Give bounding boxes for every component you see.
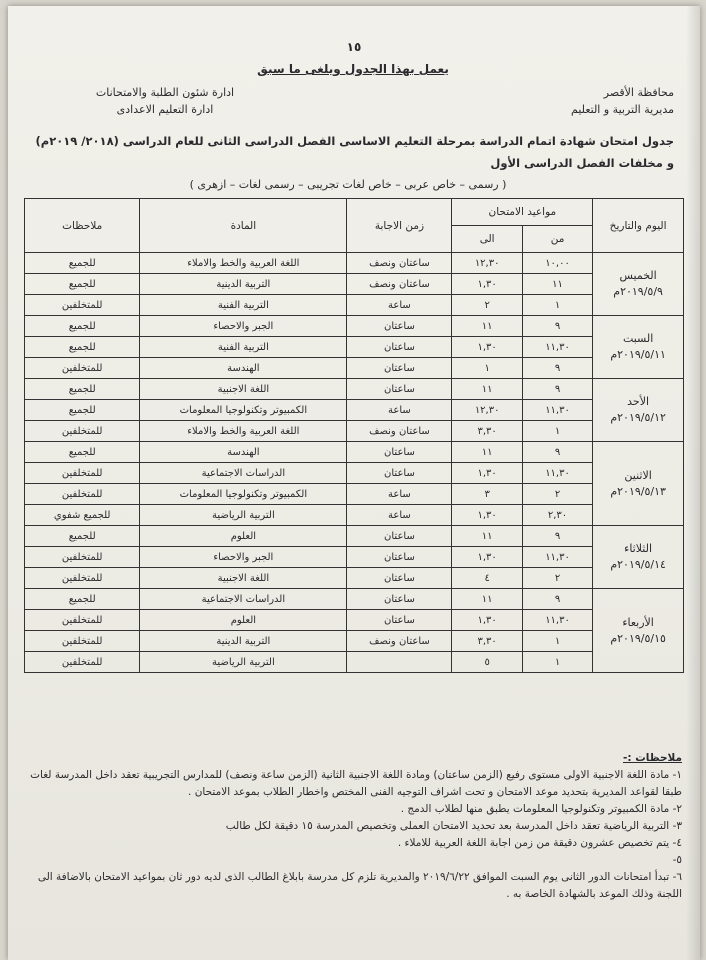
cell-remarks: للجميع شفوي (25, 505, 140, 526)
cell-from: ٩ (522, 442, 592, 463)
cell-subject: الجبر والاحصاء (140, 547, 347, 568)
schools-line: ( رسمى – خاص عربى – خاص لغات تجريبى – رسمى لغات – ازهرى ) (189, 178, 507, 191)
cell-remarks: للمتخلفين (25, 652, 140, 673)
cell-from: ١١,٣٠ (522, 463, 592, 484)
cell-remarks: للمتخلفين (25, 484, 140, 505)
day-date-cell (593, 379, 684, 442)
cell-time: ساعة (347, 400, 452, 421)
table-row (25, 589, 684, 610)
document-title (34, 130, 674, 174)
cell-to: ٣ (452, 484, 522, 505)
header-from: من (522, 226, 592, 253)
cell-time: ساعة (347, 505, 452, 526)
cell-from: ٩ (522, 316, 592, 337)
cell-subject: الدراسات الاجتماعية (140, 463, 347, 484)
day-date-cell (593, 253, 684, 316)
day-date-cell (593, 442, 684, 526)
cell-to: ١,٣٠ (452, 610, 522, 631)
day-date: ٢٠١٩/٥/١٣م (610, 484, 666, 498)
cell-remarks: للمتخلفين (25, 610, 140, 631)
cell-from: ١ (522, 631, 592, 652)
cell-to: ١١ (452, 442, 522, 463)
cell-to: ١,٣٠ (452, 547, 522, 568)
header-left-line: ادارة شئون الطلبة والامتحانات (95, 86, 235, 99)
cell-to: ٥ (452, 652, 522, 673)
cell-to: ١١ (452, 589, 522, 610)
day-name: الأحد (627, 395, 650, 408)
cell-subject: العلوم (140, 610, 347, 631)
cell-time: ساعة (347, 484, 452, 505)
cell-to: ١ (452, 358, 522, 379)
cell-to: ١١ (452, 526, 522, 547)
top-note: يعمل بهذا الجدول ويلغى ما سبق (257, 62, 449, 76)
table-row (25, 274, 684, 295)
exam-schedule-table (24, 198, 684, 673)
cell-subject: اللغة العربية والخط والاملاء (140, 421, 347, 442)
cell-remarks: للجميع (25, 337, 140, 358)
notes-section (26, 750, 682, 903)
table-row (25, 442, 684, 463)
page-shadow (686, 6, 700, 960)
cell-time: ساعتان ونصف (347, 421, 452, 442)
cell-to: ١٢,٣٠ (452, 253, 522, 274)
cell-time: ساعتان ونصف (347, 253, 452, 274)
cell-subject: التربية الرياضية (140, 652, 347, 673)
cell-subject: اللغة الاجنبية (140, 379, 347, 400)
cell-time: ساعتان (347, 463, 452, 484)
cell-remarks: للجميع (25, 400, 140, 421)
day-name: السبت (622, 332, 654, 345)
header-right-line: محافظة الأقصر (603, 86, 674, 99)
cell-time: ساعتان ونصف (347, 274, 452, 295)
document-page (8, 6, 700, 960)
day-name: الثلاثاء (624, 542, 653, 555)
cell-from: ١١,٣٠ (522, 400, 592, 421)
table-row (25, 526, 684, 547)
cell-from: ٩ (522, 526, 592, 547)
table-row (25, 421, 684, 442)
header-left-line: ادارة التعليم الاعدادى (116, 103, 214, 116)
cell-from: ١١,٣٠ (522, 610, 592, 631)
table-row (25, 484, 684, 505)
header-time: زمن الاجابة (347, 199, 452, 253)
header-to: الى (452, 226, 522, 253)
day-date: ٢٠١٩/٥/٩م (613, 285, 663, 298)
cell-time: ساعتان ونصف (347, 631, 452, 652)
day-date: ٢٠١٩/٥/١١م (610, 348, 666, 361)
table-row (25, 400, 684, 421)
day-name: الأربعاء (622, 615, 654, 629)
table-row (25, 379, 684, 400)
cell-to: ٣,٣٠ (452, 421, 522, 442)
cell-remarks: للمتخلفين (25, 295, 140, 316)
cell-time: ساعة (347, 295, 452, 316)
cell-time: ساعتان (347, 610, 452, 631)
cell-from: ١٠,٠٠ (522, 253, 592, 274)
cell-subject: الجبر والاحصاء (140, 316, 347, 337)
note-item: ٤- يتم تخصيص عشرون دقيقة من زمن اجابة اللغة العربية للاملاء . (397, 837, 682, 849)
cell-to: ٣,٣٠ (452, 631, 522, 652)
cell-remarks: للجميع (25, 589, 140, 610)
cell-to: ١٢,٣٠ (452, 400, 522, 421)
cell-remarks: للجميع (25, 526, 140, 547)
cell-subject: التربية الفنية (140, 337, 347, 358)
day-name: الخميس (619, 269, 657, 282)
table-row (25, 316, 684, 337)
header-timing: مواعيد الامتحان (452, 199, 593, 226)
cell-from: ١ (522, 421, 592, 442)
cell-remarks: للمتخلفين (25, 358, 140, 379)
table-row (25, 358, 684, 379)
day-date: ٢٠١٩/٥/١٤م (610, 558, 666, 571)
cell-to: ١,٣٠ (452, 463, 522, 484)
header-left (60, 84, 270, 118)
cell-remarks: للجميع (25, 274, 140, 295)
day-date-cell (593, 316, 684, 379)
cell-from: ١ (522, 295, 592, 316)
cell-remarks: للمتخلفين (25, 547, 140, 568)
table-row (25, 463, 684, 484)
cell-subject: الدراسات الاجتماعية (140, 589, 347, 610)
cell-subject: التربية الدينية (140, 631, 347, 652)
cell-to: ١,٣٠ (452, 274, 522, 295)
header-remarks: ملاحظات (25, 199, 140, 253)
cell-from: ١١,٣٠ (522, 337, 592, 358)
cell-time: ساعتان (347, 316, 452, 337)
title-line: جدول امتحان شهادة اتمام الدراسة بمرحلة التعليم الاساسى الفصل الدراسى الثانى للعام الدراسى (٢٠١٨/ ٢٠١٩م) (35, 134, 674, 148)
cell-subject: التربية الفنية (140, 295, 347, 316)
table-row (25, 253, 684, 274)
note-item: ٥- (672, 854, 682, 866)
cell-time: ساعتان (347, 442, 452, 463)
table-row (25, 652, 684, 673)
cell-to: ٤ (452, 568, 522, 589)
cell-from: ٢,٣٠ (522, 505, 592, 526)
table-row (25, 610, 684, 631)
cell-remarks: للجميع (25, 253, 140, 274)
cell-time: ساعتان (347, 379, 452, 400)
cell-subject: التربية الدينية (140, 274, 347, 295)
table-row (25, 568, 684, 589)
cell-remarks: للجميع (25, 316, 140, 337)
cell-time: ساعتان (347, 547, 452, 568)
cell-from: ٢ (522, 568, 592, 589)
table-header-row (25, 199, 684, 226)
cell-time: ساعتان (347, 568, 452, 589)
cell-time (347, 652, 452, 673)
table-row (25, 547, 684, 568)
cell-subject: الكمبيوتر وتكنولوجيا المعلومات (140, 400, 347, 421)
header-subject: المادة (140, 199, 347, 253)
cell-subject: التربية الرياضية (140, 505, 347, 526)
day-name: الاثنين (624, 468, 652, 482)
table-row (25, 631, 684, 652)
day-date: ٢٠١٩/٥/١٢م (610, 411, 666, 424)
cell-time: ساعتان (347, 337, 452, 358)
header-right (514, 84, 674, 118)
notes-heading: ملاحظات :- (623, 752, 682, 764)
cell-from: ٩ (522, 589, 592, 610)
cell-from: ٢ (522, 484, 592, 505)
cell-to: ١,٣٠ (452, 505, 522, 526)
header-day: اليوم والتاريخ (593, 199, 684, 253)
cell-remarks: للمتخلفين (25, 421, 140, 442)
cell-subject: العلوم (140, 526, 347, 547)
cell-subject: اللغة الاجنبية (140, 568, 347, 589)
cell-remarks: للجميع (25, 442, 140, 463)
cell-to: ٢ (452, 295, 522, 316)
cell-to: ١,٣٠ (452, 337, 522, 358)
cell-remarks: للمتخلفين (25, 568, 140, 589)
cell-time: ساعتان (347, 358, 452, 379)
note-item: ١- مادة اللغة الاجنبية الاولى مستوى رفيع (الزمن ساعتان) ومادة اللغة الاجنبية الثانية (الزمن ساعة ونصف) للمدارس التجريبية تعقد داخل المدرسة لغات طبقا لقواعد المديرية بتحديد موعد الامتحان و تحت اشراف التوجيه الفنى المختص واخطار الطلاب بموعد الامتحان . (30, 769, 682, 798)
cell-from: ١١ (522, 274, 592, 295)
cell-time: ساعتان (347, 526, 452, 547)
cell-from: ٩ (522, 358, 592, 379)
cell-from: ٩ (522, 379, 592, 400)
cell-remarks: للجميع (25, 379, 140, 400)
day-date-cell (593, 589, 684, 673)
cell-subject: الكمبيوتر وتكنولوجيا المعلومات (140, 484, 347, 505)
table-row (25, 295, 684, 316)
table-row (25, 337, 684, 358)
table-row (25, 505, 684, 526)
note-item: ٦- تبدأ امتحانات الدور الثانى يوم السبت الموافق ٢٠١٩/٦/٢٢ والمديرية تلزم كل مدرسة بابلاغ الطالب الذى لديه دور ثان بمواعيد الامتحان بالاضافة الى اللجنة وذلك الموعد بالشهادة الخاصة به . (37, 871, 682, 900)
header-right-line: مديرية التربية و التعليم (571, 103, 674, 116)
page-number: ١٥ (346, 40, 362, 54)
cell-remarks: للمتخلفين (25, 631, 140, 652)
day-date: ٢٠١٩/٥/١٥م (610, 631, 666, 645)
title-line: و مخلفات الفصل الدراسى الأول (490, 156, 674, 170)
day-date-cell (593, 526, 684, 589)
cell-subject: اللغة العربية والخط والاملاء (140, 253, 347, 274)
cell-remarks: للمتخلفين (25, 463, 140, 484)
cell-from: ١١,٣٠ (522, 547, 592, 568)
cell-subject: الهندسة (140, 442, 347, 463)
cell-time: ساعتان (347, 589, 452, 610)
cell-to: ١١ (452, 379, 522, 400)
note-item: ٣- التربية الرياضية تعقد داخل المدرسة بعد تحديد الامتحان العملى وتخصيص المدرسة ١٥ دقيقة لكل طالب (225, 820, 682, 832)
cell-subject: الهندسة (140, 358, 347, 379)
note-item: ٢- مادة الكمبيوتر وتكنولوجيا المعلومات يطبق منها لطلاب الدمج . (400, 803, 682, 815)
cell-from: ١ (522, 652, 592, 673)
cell-to: ١١ (452, 316, 522, 337)
